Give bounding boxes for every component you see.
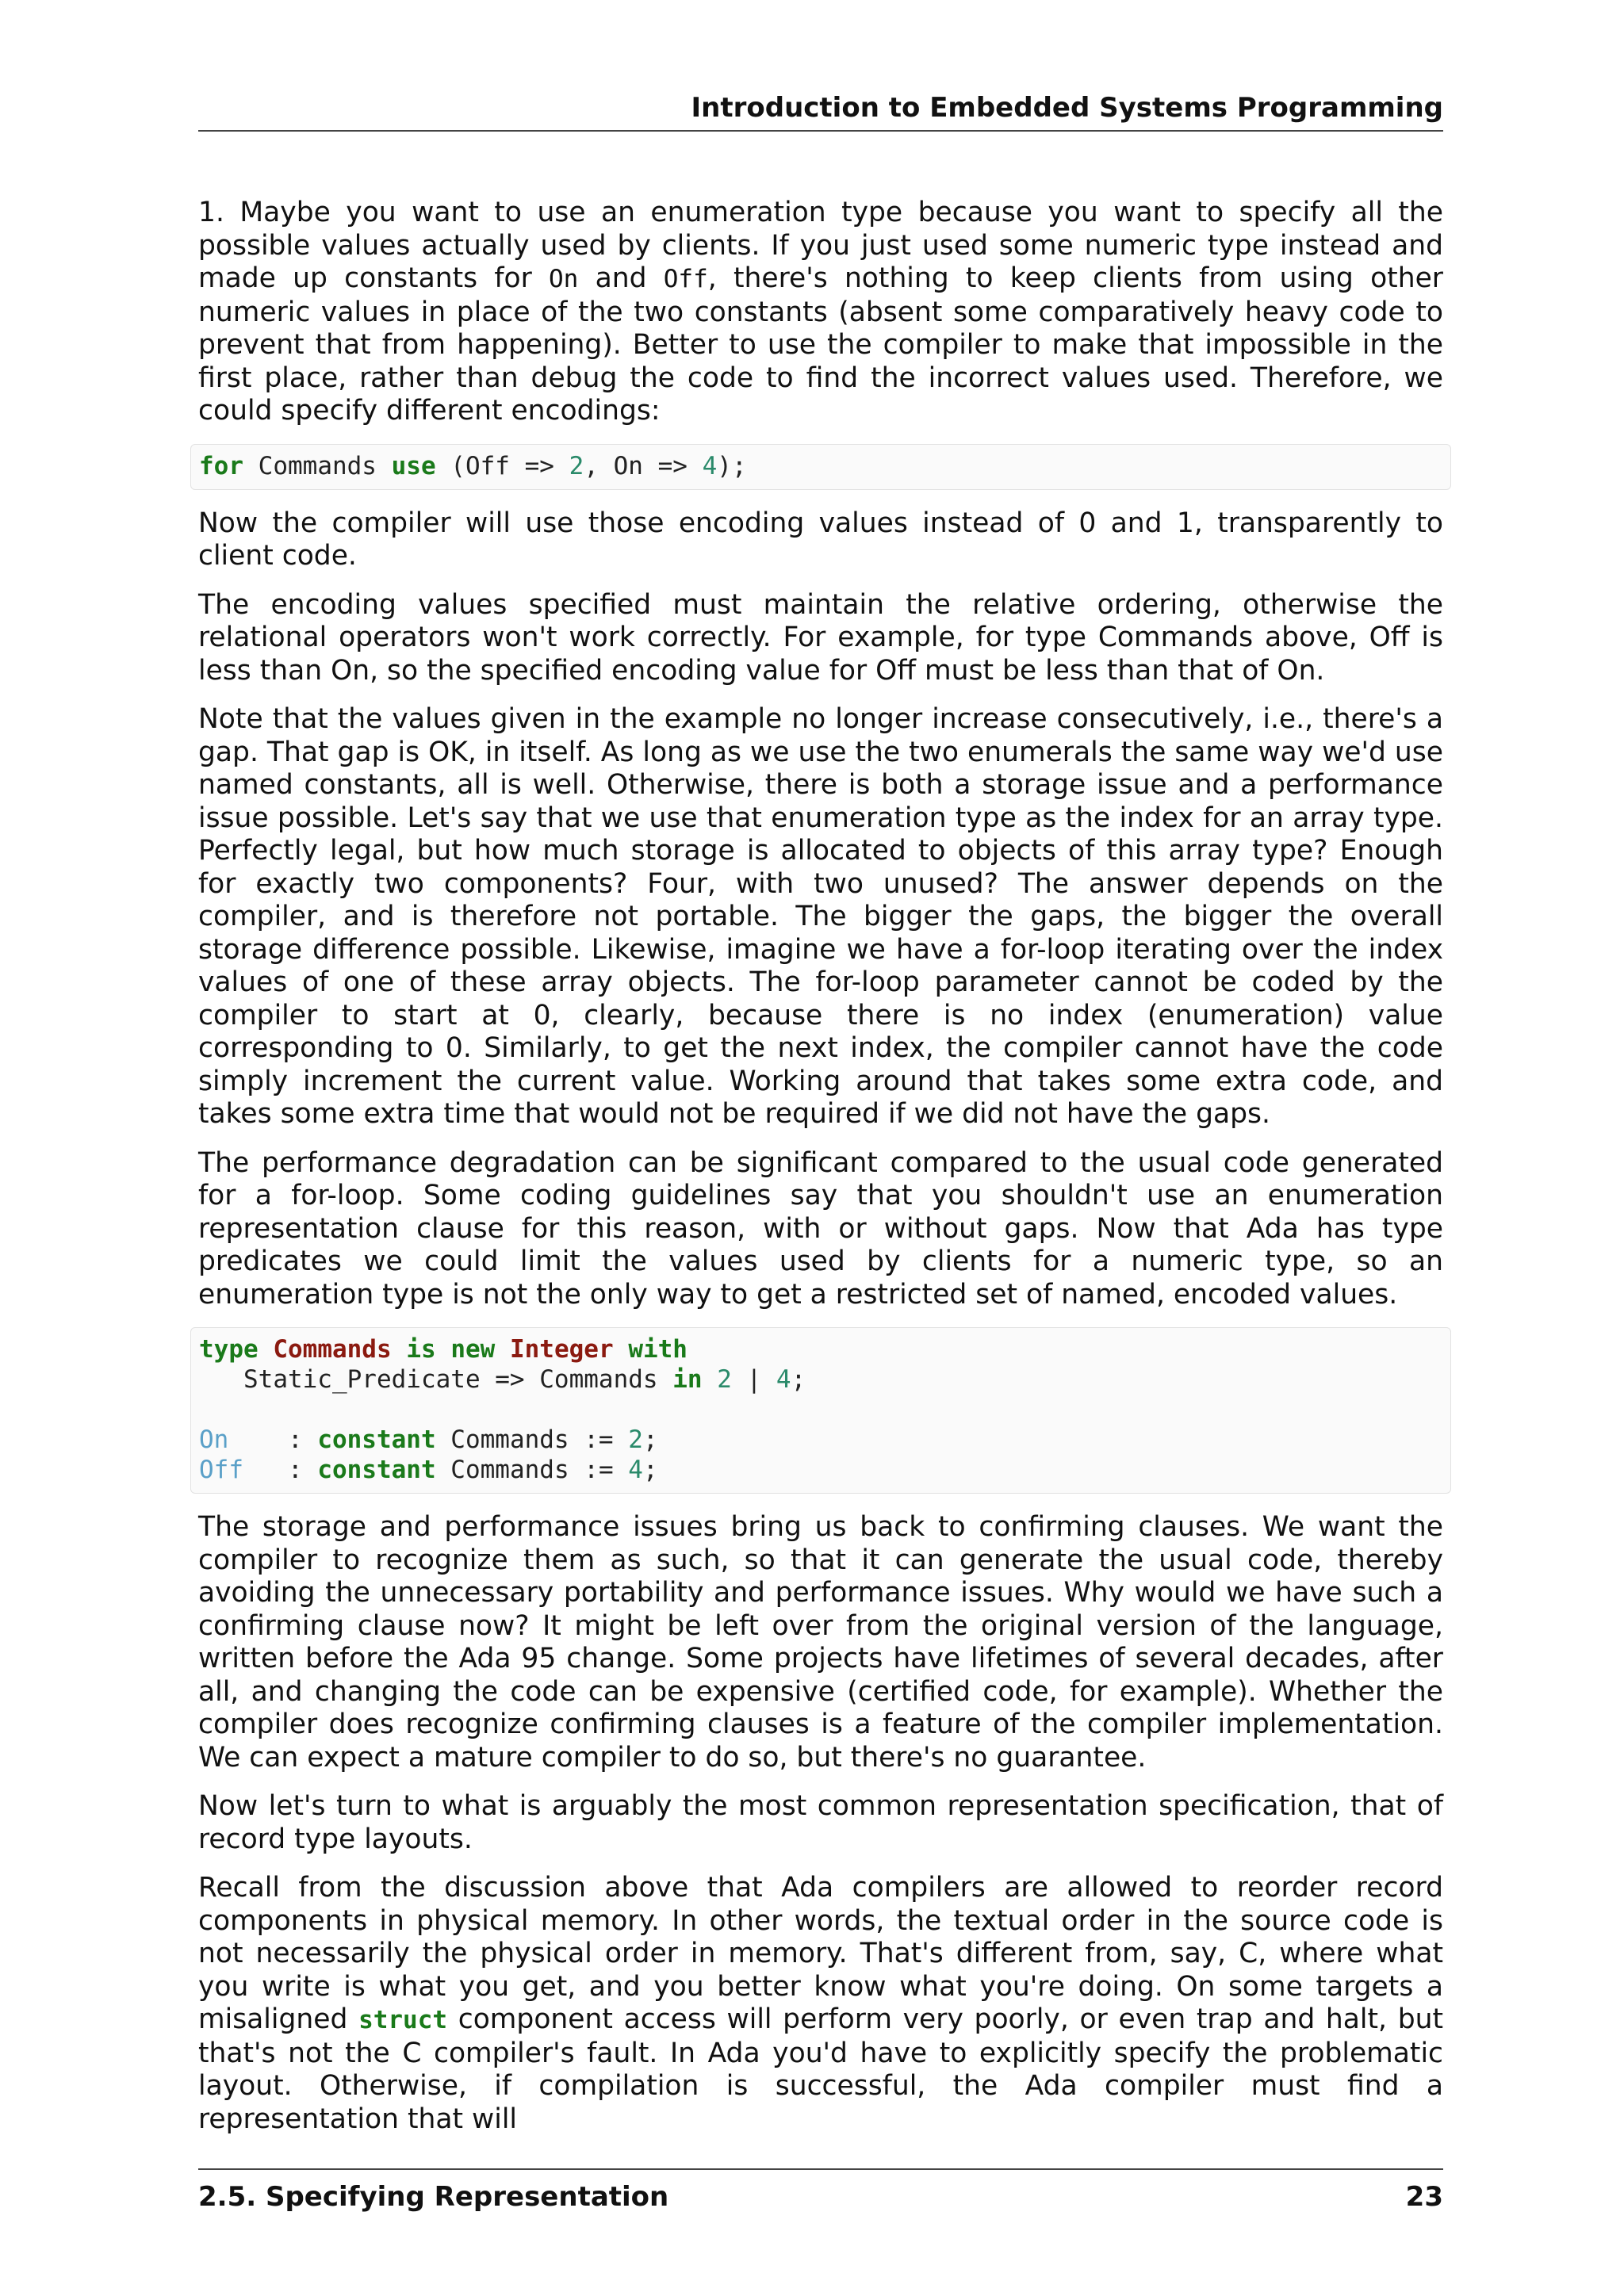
keyword: constant bbox=[317, 1456, 436, 1484]
number-literal: 4 bbox=[776, 1365, 791, 1394]
paragraph-6: The storage and performance issues bring us back to confirming clauses. We want the compiler to recognize them as such, so that it can generate the usual code, thereby avoiding the unnecessary portability and performance issues. Why would we have such a confirming clause now? It might be left over from the original version of the language, written before the Ada 95 change. Some projects have lifetimes of several decades, after all, and changing the code can be expensive (certified code, for example). Whether the compiler does recognize confirming clauses is a feature of the compiler implementation. We can expect a mature compiler to do so, but there's no guarantee. bbox=[198, 1511, 1443, 1774]
page-number: 23 bbox=[1405, 2181, 1443, 2213]
inline-code: On bbox=[549, 265, 579, 293]
constant-name: On bbox=[199, 1425, 229, 1454]
paragraph-7: Now let's turn to what is arguably the most common representation specification, that of record type layouts. bbox=[198, 1790, 1443, 1855]
text-run: component access will perform very poorly, or even trap and halt, but that's not the C compiler's fault. In Ada you'd have to explicitly specify the problematic layout. Otherwise, if compilation is successful, the Ada compiler must find a representation that will bbox=[198, 2003, 1443, 2135]
code-text: Commands := bbox=[435, 1456, 629, 1484]
text-run: Recall from the discussion above that Ada compilers are allowed to reorder record components in physical memory. In other words, the textual order in the source code is not necessarily the physical order in memory. That's different from, say, C, where what you write is what you get, and you better know what you're doing. On some targets a misaligned bbox=[198, 1872, 1443, 2035]
paragraph-4: Note that the values given in the example no longer increase consecutively, i.e., there's a gap. That gap is OK, in itself. As long as we use the two enumerals the same way we'd use named constants, all is well. Otherwise, there is both a storage issue and a performance issue possible. Let's say that we use that enumeration type as the index for an array type. Perfectly legal, but how much storage is allocated to objects of this array type? Enough for exactly two components? Four, with two unused? The answer depends on the compiler, and is therefore not portable. The bigger the gaps, the bigger the overall storage difference possible. Likewise, imagine we have a for-loop iterating over the index values of one of these array objects. The for-loop parameter cannot be coded by the compiler to start at 0, clearly, because there is no index (enumeration) value corresponding to 0. Similarly, to get the next index, the compiler cannot have the code simply increment the current value. Working around that takes some extra code, and takes some extra time that would not be required if we did not have the gaps. bbox=[198, 703, 1443, 1130]
code-text: : bbox=[243, 1456, 318, 1484]
keyword: for bbox=[199, 451, 243, 480]
keyword: constant bbox=[317, 1425, 436, 1454]
running-header bbox=[198, 87, 1443, 132]
paragraph-5: The performance degradation can be significant compared to the usual code generated for a for-loop. Some coding guidelines say that you shouldn't use an enumeration representation clause for this reason, with or without gaps. Now that Ada has type predicates we could limit the values used by clients for a numeric type, so an enumeration type is not the only way to get a restricted set of named, encoded values. bbox=[198, 1146, 1443, 1311]
paragraph-3: The encoding values specified must maintain the relative ordering, otherwise the relational operators won't work correctly. For example, for type Commands above, Off is less than On, so the specified encoding value for Off must be less than that of On. bbox=[198, 588, 1443, 687]
code-text: ; bbox=[791, 1365, 806, 1394]
number-literal: 2 bbox=[717, 1365, 732, 1394]
footer-section-title: 2.5. Specifying Representation bbox=[198, 2181, 669, 2213]
code-block-representation-clause bbox=[190, 444, 1451, 490]
text-run: and bbox=[578, 262, 664, 294]
keyword: use bbox=[391, 451, 436, 480]
keyword: new bbox=[450, 1335, 496, 1364]
paragraph-8 bbox=[198, 1872, 1443, 2136]
code-text: (Off => bbox=[435, 451, 569, 480]
code-text: Static_Predicate => Commands bbox=[199, 1365, 673, 1394]
keyword: is bbox=[406, 1335, 436, 1364]
text-run: 1. Maybe you want to use an enumeration type because you want to specify all the possible values actually used by clients. If you just used some numeric type instead and made up constants for bbox=[198, 197, 1443, 294]
code-text: | bbox=[731, 1365, 776, 1394]
text-run: , there's nothing to keep clients from using other numeric values in place of the two constants (absent some comparatively heavy code to prevent that from happening). Better to use the compiler to make that impossible in the first place, rather than debug the code to find the incorrect values used. Therefore, we could specify different encodings: bbox=[198, 262, 1443, 427]
inline-code: Off bbox=[663, 265, 708, 293]
number-literal: 2 bbox=[628, 1425, 643, 1454]
type-name: Integer bbox=[509, 1335, 614, 1364]
keyword: with bbox=[628, 1335, 688, 1364]
code-text: Commands := bbox=[435, 1425, 629, 1454]
header-title: Introduction to Embedded Systems Programming bbox=[691, 92, 1443, 124]
paragraph-1 bbox=[198, 197, 1443, 428]
number-literal: 4 bbox=[702, 451, 718, 480]
running-footer bbox=[198, 2168, 1443, 2213]
body-text bbox=[198, 197, 1443, 2152]
paragraph-2: Now the compiler will use those encoding values instead of 0 and 1, transparently to client code. bbox=[198, 507, 1443, 572]
code-text: ; bbox=[642, 1425, 658, 1454]
number-literal: 2 bbox=[569, 451, 584, 480]
constant-name: Off bbox=[199, 1456, 243, 1484]
type-name: Commands bbox=[273, 1335, 392, 1364]
code-text: Commands bbox=[243, 451, 392, 480]
number-literal: 4 bbox=[628, 1456, 643, 1484]
inline-keyword: struct bbox=[358, 2006, 448, 2034]
code-text: , On => bbox=[584, 451, 703, 480]
keyword: in bbox=[672, 1365, 703, 1394]
keyword: type bbox=[199, 1335, 259, 1364]
code-block-type-predicate bbox=[190, 1327, 1451, 1494]
code-text: : bbox=[228, 1425, 318, 1454]
code-text: ; bbox=[642, 1456, 658, 1484]
code-text: ); bbox=[717, 451, 747, 480]
